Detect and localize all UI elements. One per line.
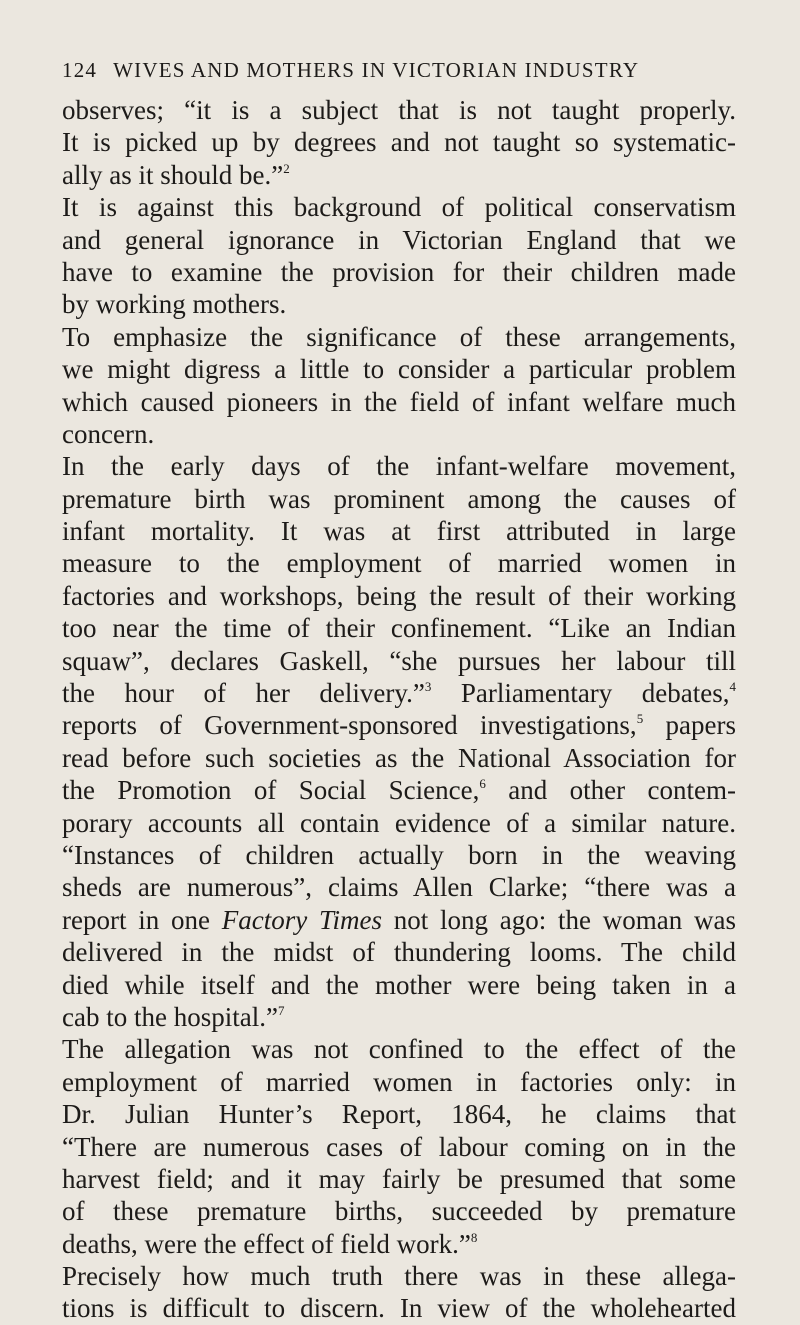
footnote-ref: 2 xyxy=(283,160,290,176)
italic-title: Factory Times xyxy=(221,904,382,935)
text-line: and general ignorance in Victorian England that we xyxy=(62,224,736,255)
text-line: To emphasize the significance of these arrangements, xyxy=(62,321,736,352)
running-title: WIVES AND MOTHERS IN VICTORIAN INDUSTRY xyxy=(113,58,640,82)
text-line: which caused pioneers in the field of infant welfare much xyxy=(62,386,736,417)
body-text xyxy=(62,94,736,1325)
text-line: “Instances of children actually born in the weaving xyxy=(62,839,736,870)
text-line: by working mothers. xyxy=(62,289,287,320)
text-line: died while itself and the mother were being taken in a xyxy=(62,969,736,1000)
text-line: harvest field; and it may fairly be presumed that some xyxy=(62,1163,736,1194)
text-line: The allegation was not confined to the effect of the xyxy=(62,1034,736,1065)
footnote-ref: 4 xyxy=(729,679,736,695)
text-line: cab to the hospital.”$^7$ xyxy=(62,1001,285,1032)
text-line: the Promotion of Social Science,$^6$ and other contem- xyxy=(62,775,736,806)
text-line: employment of married women in factories only: in xyxy=(62,1066,736,1097)
text-line: In the early days of the infant-welfare movement, xyxy=(62,451,736,482)
text-line: Precisely how much truth there was in these allega- xyxy=(62,1261,736,1292)
footnote-ref: 5 xyxy=(636,711,644,727)
footnote-ref: 8 xyxy=(470,1229,478,1245)
text-line: factories and workshops, being the result of their working xyxy=(62,580,736,611)
text-line: have to examine the provision for their children made xyxy=(62,256,736,287)
text-line: the hour of her delivery.”$^3$ Parliamentary debates,$^4$ xyxy=(62,678,736,709)
text-line: tions is difficult to discern. In view of the wholehearted xyxy=(62,1293,736,1324)
page-number: 124 xyxy=(62,58,98,82)
running-head xyxy=(62,56,742,84)
text-line: sheds are numerous”, claims Allen Clarke; “there was a xyxy=(62,872,736,903)
footnote-ref: 3 xyxy=(424,679,432,695)
text-line: porary accounts all contain evidence of a similar nature. xyxy=(62,807,736,838)
text-line: premature birth was prominent among the causes of xyxy=(62,483,736,514)
text-line: too near the time of their confinement. “Like an Indian xyxy=(62,613,736,644)
text-line: delivered in the midst of thundering looms. The child xyxy=(62,937,736,968)
text-line: It is picked up by degrees and not taught so systematic- xyxy=(62,127,736,158)
text-line: concern. xyxy=(62,418,155,449)
text-line: deaths, were the effect of field work.”$^8$ xyxy=(62,1228,478,1259)
footnote-ref: 7 xyxy=(277,1002,285,1018)
text-line: we might digress a little to consider a particular problem xyxy=(62,354,736,385)
text-line: infant mortality. It was at first attributed in large xyxy=(62,516,736,547)
text-line: ally as it should be.”$^2$ xyxy=(62,159,290,190)
footnote-ref: 6 xyxy=(479,776,486,792)
text-line: of these premature births, succeeded by premature xyxy=(62,1196,736,1227)
text-line: It is against this background of political conservatism xyxy=(62,192,736,223)
text-line: read before such societies as the National Association for xyxy=(62,742,736,773)
text-line: report in one Factory Times not long ago: the woman was xyxy=(62,904,736,935)
text-line: Dr. Julian Hunter’s Report, 1864, he claims that xyxy=(62,1099,736,1130)
text-line: observes; “it is a subject that is not taught properly. xyxy=(62,95,736,125)
text-line: squaw”, declares Gaskell, “she pursues her labour till xyxy=(62,645,736,676)
text-line: reports of Government-sponsored investigations,$^5$ papers xyxy=(62,710,736,741)
text-line: “There are numerous cases of labour coming on in the xyxy=(62,1131,736,1162)
text-line: measure to the employment of married women in xyxy=(62,548,736,579)
